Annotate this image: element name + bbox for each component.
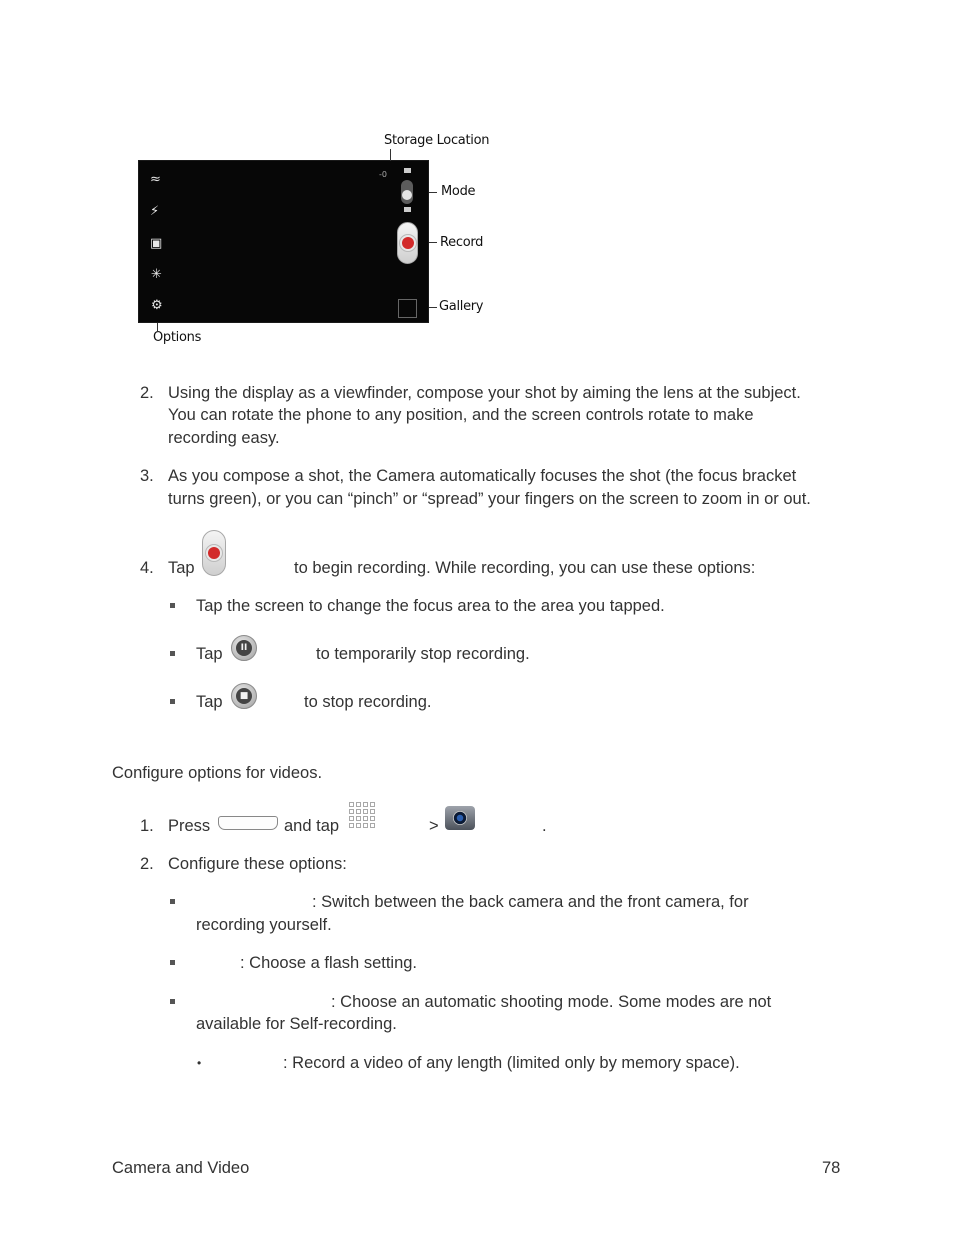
bullet-text: recording yourself. bbox=[196, 916, 332, 934]
step-number: 2. bbox=[140, 855, 154, 873]
step-number: 1. bbox=[140, 817, 154, 835]
bullet-marker bbox=[170, 699, 175, 704]
flash-off-icon[interactable]: ⚡ bbox=[150, 204, 160, 219]
bullet-text: to stop recording. bbox=[304, 693, 432, 711]
step-period: . bbox=[542, 817, 547, 835]
step-and-tap: and tap bbox=[284, 817, 340, 835]
bullet-marker bbox=[170, 999, 175, 1004]
bullet-tap: Tap bbox=[196, 645, 223, 663]
step-number: 3. bbox=[140, 467, 154, 485]
bullet-marker bbox=[170, 603, 175, 608]
hdr-icon[interactable]: ≈ bbox=[150, 172, 161, 187]
stop-icon: ■ bbox=[231, 683, 257, 709]
sub-bullet-text: : Record a video of any length (limited only by memory space). bbox=[283, 1054, 740, 1072]
bullet-marker bbox=[170, 899, 175, 904]
video-mode-icon bbox=[404, 207, 411, 212]
mode-label: Mode bbox=[441, 184, 476, 199]
step-text: recording easy. bbox=[168, 429, 280, 447]
step-text: Configure these options: bbox=[168, 855, 347, 873]
record-label: Record bbox=[440, 235, 484, 250]
step-separator: > bbox=[429, 817, 439, 835]
pause-icon: II bbox=[231, 635, 257, 661]
mode-switch[interactable] bbox=[401, 180, 413, 204]
intro-text: Configure options for videos. bbox=[112, 764, 323, 782]
page-number: 78 bbox=[822, 1159, 841, 1177]
camera-switch-icon[interactable]: ▣ bbox=[150, 236, 163, 251]
sub-bullet-marker: • bbox=[197, 1056, 202, 1070]
bullet-text: to temporarily stop recording. bbox=[316, 645, 530, 663]
home-key-icon bbox=[218, 816, 278, 830]
step-text: Using the display as a viewfinder, compose your shot by aiming the lens at the subject. bbox=[168, 384, 801, 402]
storage-counter: -0 bbox=[379, 170, 387, 179]
bullet-text: : Choose an automatic shooting mode. Some modes are not bbox=[331, 993, 772, 1011]
storage-location-icon bbox=[404, 168, 411, 173]
bullet-text: available for Self-recording. bbox=[196, 1015, 397, 1033]
record-button-icon bbox=[202, 530, 226, 576]
storage-location-label: Storage Location bbox=[384, 133, 490, 148]
apps-icon bbox=[349, 802, 375, 828]
step-text: You can rotate the phone to any position, and the screen controls rotate to make bbox=[168, 406, 754, 424]
options-label: Options bbox=[153, 330, 202, 345]
gallery-label: Gallery bbox=[439, 299, 484, 314]
step-text: As you compose a shot, the Camera automatically focuses the shot (the focus bracket bbox=[168, 467, 797, 485]
camera-viewfinder bbox=[138, 160, 429, 323]
bullet-marker bbox=[170, 651, 175, 656]
record-button[interactable] bbox=[397, 222, 418, 264]
gallery-thumbnail[interactable] bbox=[398, 299, 417, 318]
camera-app-icon bbox=[445, 806, 475, 830]
bullet-marker bbox=[170, 960, 175, 965]
bullet-text: Tap the screen to change the focus area to the area you tapped. bbox=[196, 597, 665, 615]
step-text: turns green), or you can “pinch” or “spread” your fingers on the screen to zoom in or out. bbox=[168, 490, 811, 508]
step-tap: Tap bbox=[168, 559, 195, 577]
footer-section: Camera and Video bbox=[112, 1159, 250, 1177]
effects-icon[interactable]: ✳ bbox=[151, 267, 162, 282]
bullet-text: : Choose a flash setting. bbox=[240, 954, 418, 972]
step-number: 4. bbox=[140, 559, 154, 577]
bullet-text: : Switch between the back camera and the front camera, for bbox=[312, 893, 749, 911]
step-number: 2. bbox=[140, 384, 154, 402]
settings-icon[interactable]: ⚙ bbox=[151, 298, 163, 313]
bullet-tap: Tap bbox=[196, 693, 223, 711]
step-press: Press bbox=[168, 817, 211, 835]
step-text: to begin recording. While recording, you can use these options: bbox=[294, 559, 756, 577]
